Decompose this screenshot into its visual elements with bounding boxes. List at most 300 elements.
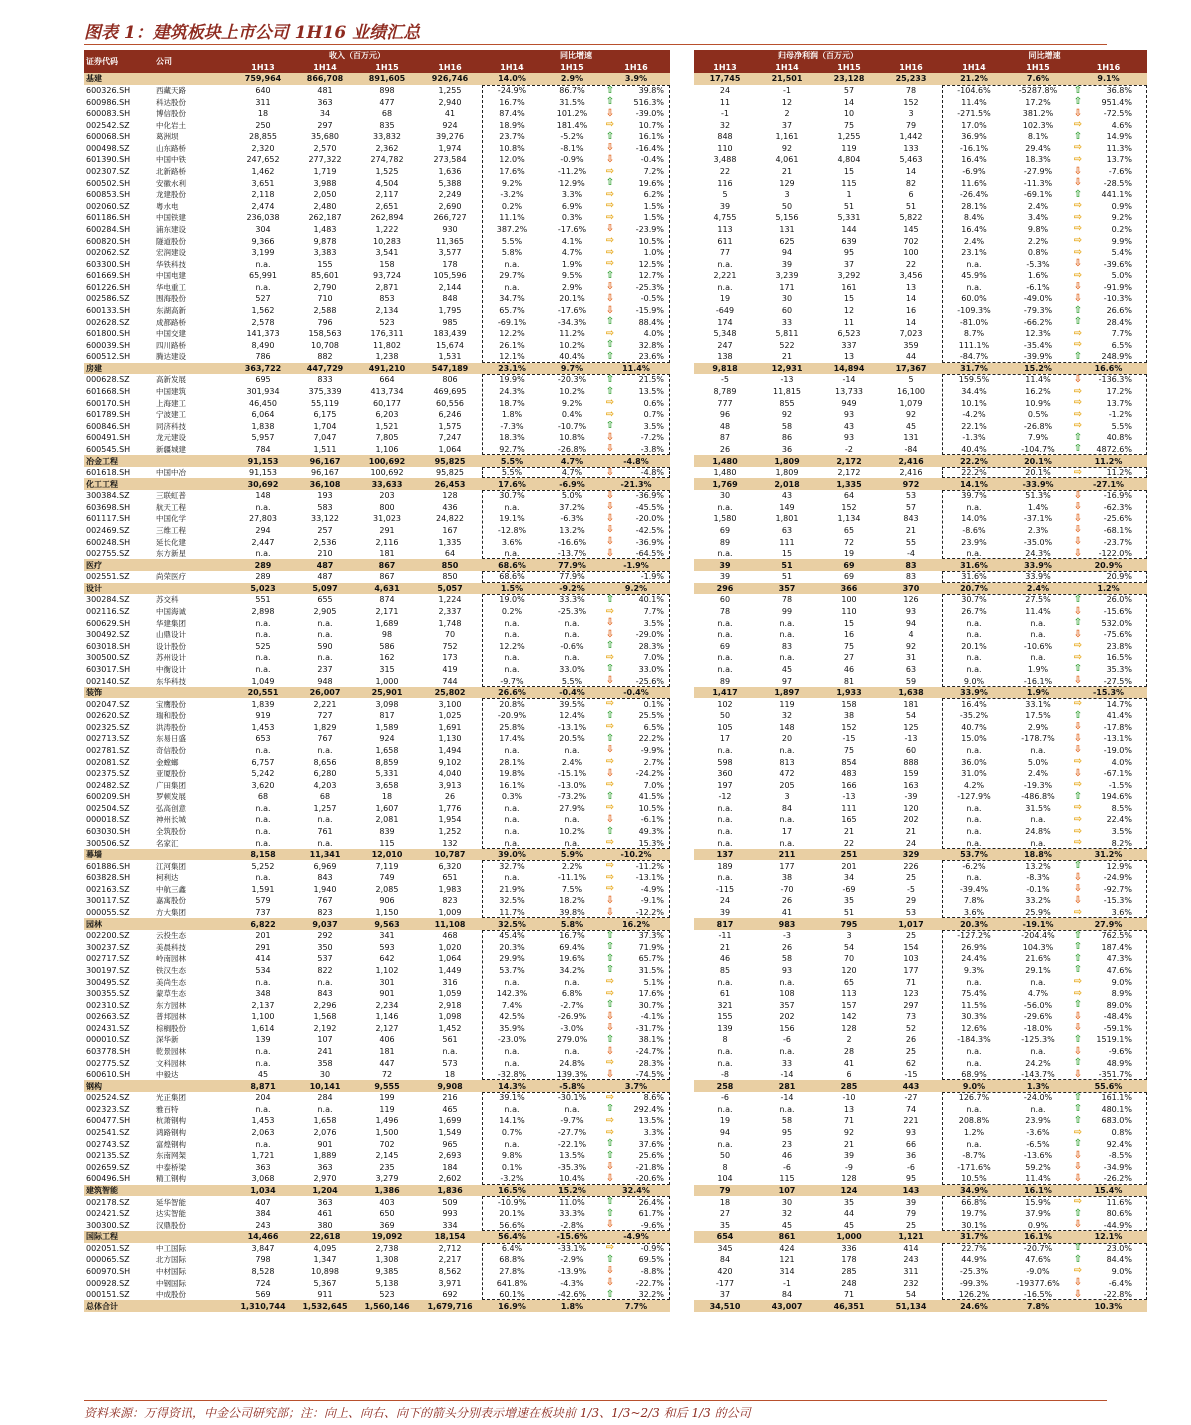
cell-profit-growth-1h16 bbox=[1070, 177, 1147, 189]
cell-profit-1h16: 51 bbox=[905, 201, 917, 211]
cell-profit-1h15: 70 bbox=[843, 954, 855, 964]
cell-profit-growth-1h15: 20.1% bbox=[1025, 468, 1051, 478]
growth-value: 13.5% bbox=[638, 1116, 664, 1126]
cell-profit-1h14: n.a. bbox=[779, 838, 795, 848]
cell-profit-1h13: 37 bbox=[719, 1290, 731, 1300]
cell-rev-1h16: 184 bbox=[442, 1162, 458, 1172]
cell-profit-growth-1h14: 66.8% bbox=[961, 1197, 987, 1207]
cell-profit-growth-1h15: -27.9% bbox=[1023, 167, 1053, 177]
cell-code: 300384.SZ bbox=[86, 491, 130, 501]
cell-rev-1h15: 1,689 bbox=[375, 618, 399, 628]
cell-profit-1h13: n.a. bbox=[717, 259, 733, 269]
cell-rev-1h13: n.a. bbox=[255, 282, 271, 292]
cell-rev-growth-1h16 bbox=[602, 1011, 670, 1023]
cell-rev-1h16: 39,276 bbox=[436, 132, 464, 142]
right-arrow-icon: ⇨ bbox=[605, 119, 615, 131]
cell-profit-growth-1h16 bbox=[1070, 617, 1147, 629]
cell-rev-1h13: 28,855 bbox=[249, 132, 277, 142]
cell-profit-1h14: 281 bbox=[756, 1080, 818, 1092]
cell-profit-growth-1h15: 59.2% bbox=[1025, 1162, 1051, 1172]
cell-rev-1h14: 292 bbox=[317, 931, 333, 941]
cell-rev-growth-1h16 bbox=[602, 803, 670, 815]
cell-rev-1h13: 551 bbox=[255, 595, 271, 605]
cell-profit-1h15: 795 bbox=[818, 918, 880, 930]
cell-rev-1h15: 867 bbox=[356, 559, 418, 571]
cell-rev-1h15: 664 bbox=[379, 375, 395, 385]
right-arrow-icon: ⇨ bbox=[605, 652, 615, 663]
cell-profit-growth-1h14: -84.7% bbox=[959, 352, 989, 362]
cell-profit-growth-1h15: 24.2% bbox=[1025, 1058, 1051, 1068]
cell-rev-growth-1h15: 37.2% bbox=[559, 502, 585, 512]
right-arrow-icon: ⇨ bbox=[1073, 142, 1083, 154]
cell-rev-1h16: 1,691 bbox=[438, 722, 462, 732]
right-arrow-icon: ⇨ bbox=[1073, 420, 1083, 432]
cell-rev-1h15: 9,385 bbox=[375, 1266, 399, 1276]
cell-rev-1h14: 210 bbox=[317, 549, 333, 559]
cell-profit-growth-1h14: -25.3% bbox=[959, 1266, 989, 1276]
cell-profit-1h16: -27 bbox=[904, 1093, 918, 1103]
cell-profit-growth-1h15: -56.0% bbox=[1023, 1000, 1053, 1010]
cell-profit-1h15: 37 bbox=[843, 259, 855, 269]
down-arrow-icon: ⇩ bbox=[605, 1045, 615, 1057]
cell-rev-growth-1h15: 5.5% bbox=[561, 676, 583, 686]
cell-profit-1h13: 1,417 bbox=[694, 687, 756, 699]
table-row bbox=[84, 895, 1147, 907]
cell-rev-growth-1h15: 1.8% bbox=[542, 1300, 602, 1312]
cell-profit-growth-1h14: n.a. bbox=[966, 664, 982, 674]
cell-profit-1h15: 13 bbox=[843, 352, 855, 362]
cell-profit-1h13: 1,580 bbox=[713, 514, 737, 524]
cell-rev-1h13: 2,898 bbox=[251, 607, 275, 617]
cell-profit-1h16: 232 bbox=[903, 1278, 919, 1288]
cell-rev-1h14: 843 bbox=[317, 989, 333, 999]
table-row bbox=[84, 814, 1147, 826]
cell-profit-growth-1h15: 47.6% bbox=[1025, 1255, 1051, 1265]
cell-rev-1h14: 767 bbox=[317, 734, 333, 744]
cell-rev-1h15: 5,138 bbox=[375, 1278, 399, 1288]
cell-profit-growth-1h14: 159.5% bbox=[958, 375, 990, 385]
cell-profit-1h14: 17 bbox=[781, 827, 793, 837]
up-arrow-icon: ⇧ bbox=[1073, 84, 1083, 96]
cell-profit-growth-1h16: 1.2% bbox=[1070, 583, 1147, 595]
cell-rev-1h15: 1,589 bbox=[375, 722, 399, 732]
cell-rev-1h13: 6,757 bbox=[251, 757, 275, 767]
cell-rev-1h16: 848 bbox=[442, 294, 458, 304]
cell-rev-growth-1h16: 3.7% bbox=[602, 1080, 670, 1092]
down-arrow-icon: ⇩ bbox=[1073, 1161, 1083, 1173]
cell-profit-growth-1h16 bbox=[1070, 722, 1147, 734]
growth-value: 12.5% bbox=[638, 259, 664, 269]
cell-profit-1h15: 44 bbox=[843, 1209, 855, 1219]
cell-profit-growth-1h16 bbox=[1070, 1277, 1147, 1289]
cell-profit-1h16: 21 bbox=[905, 827, 917, 837]
cell-rev-1h13: 5,242 bbox=[251, 769, 275, 779]
cell-profit-1h13: 17 bbox=[719, 734, 731, 744]
cell-profit-1h13: -177 bbox=[715, 1278, 735, 1288]
growth-value: -24.7% bbox=[635, 1047, 664, 1056]
cell-rev-1h15: 593 bbox=[379, 942, 395, 952]
growth-value: 7.0% bbox=[643, 653, 664, 663]
cell-profit-1h13: 24 bbox=[719, 896, 731, 906]
cell-profit-1h15: 51 bbox=[843, 201, 855, 211]
growth-value: 20.9% bbox=[1106, 572, 1132, 582]
cell-profit-1h14: 86 bbox=[781, 433, 793, 443]
growth-value: 9.0% bbox=[1111, 977, 1132, 987]
cell-rev-growth-1h16 bbox=[602, 698, 670, 710]
cell-rev-1h13: 695 bbox=[255, 375, 271, 385]
cell-profit-1h14: 51 bbox=[781, 572, 793, 582]
cell-profit-growth-1h14: 16.4% bbox=[961, 224, 987, 234]
cell-rev-1h13: 363 bbox=[255, 1162, 271, 1172]
cell-profit-1h13: 4,755 bbox=[713, 213, 737, 223]
growth-value: -21.8% bbox=[635, 1162, 664, 1172]
cell-rev-growth-1h15: 20.1% bbox=[559, 294, 585, 304]
table-row bbox=[84, 942, 1147, 954]
cell-rev-growth-1h15: 5.8% bbox=[542, 918, 602, 930]
cell-rev-growth-1h16 bbox=[602, 999, 670, 1011]
cell-profit-growth-1h15: 11.4% bbox=[1025, 607, 1051, 617]
cell-company: 博信股份 bbox=[156, 109, 186, 119]
cell-rev-growth-1h15: n.a. bbox=[564, 1104, 580, 1114]
cell-rev-growth-1h14: 20.3% bbox=[499, 942, 525, 952]
cell-profit-growth-1h14: -109.3% bbox=[957, 306, 991, 315]
cell-rev-1h13: 798 bbox=[255, 1255, 271, 1265]
cell-profit-growth-1h16: -15.3% bbox=[1070, 687, 1147, 699]
cell-profit-growth-1h15: n.a. bbox=[1030, 977, 1046, 987]
right-arrow-icon: ⇨ bbox=[1073, 976, 1083, 988]
cell-rev-growth-1h16 bbox=[602, 664, 670, 676]
cell-rev-1h14: n.a. bbox=[317, 838, 333, 848]
cell-rev-1h16: 1,836 bbox=[418, 1185, 482, 1197]
cell-company: 粤水电 bbox=[156, 201, 179, 211]
cell-rev-growth-1h15: -13.7% bbox=[557, 549, 587, 559]
table-row bbox=[84, 698, 1147, 710]
cell-profit-growth-1h14: n.a. bbox=[966, 745, 982, 755]
growth-value: 17.6% bbox=[638, 989, 664, 999]
cell-rev-growth-1h16 bbox=[602, 502, 670, 514]
header-company: 公司 bbox=[154, 50, 232, 73]
cell-rev-growth-1h14: 20.8% bbox=[499, 699, 525, 709]
cell-code: 002713.SZ bbox=[86, 734, 130, 744]
cell-profit-1h14: 171 bbox=[779, 282, 795, 292]
right-arrow-icon: ⇨ bbox=[1073, 756, 1083, 768]
cell-profit-growth-1h16: 20.9% bbox=[1070, 559, 1147, 571]
table-row bbox=[84, 96, 1147, 108]
cell-code: 002135.SZ bbox=[86, 1151, 130, 1161]
growth-value: 25.6% bbox=[638, 1151, 664, 1161]
cell-rev-1h14: 655 bbox=[317, 595, 333, 605]
cell-rev-growth-1h14: 17.6% bbox=[499, 167, 525, 177]
cell-rev-1h15: 891,605 bbox=[356, 73, 418, 85]
cell-profit-1h13: 155 bbox=[717, 1012, 733, 1022]
cell-rev-1h15: 2,234 bbox=[375, 1000, 399, 1010]
cell-profit-growth-1h16 bbox=[1070, 282, 1147, 294]
cell-profit-growth-1h14: -8.6% bbox=[962, 525, 986, 535]
cell-profit-1h16: 120 bbox=[903, 803, 919, 813]
cell-code: 603017.SH bbox=[86, 664, 131, 674]
cell-rev-1h16: 1,224 bbox=[438, 595, 462, 605]
cell-rev-1h16: 25,802 bbox=[418, 687, 482, 699]
cell-rev-growth-1h15: 0.4% bbox=[561, 410, 583, 420]
cell-profit-growth-1h16 bbox=[1070, 652, 1147, 664]
down-arrow-icon: ⇩ bbox=[1073, 1173, 1083, 1184]
table-row bbox=[84, 189, 1147, 201]
cell-rev-1h14: 1,658 bbox=[313, 1116, 337, 1126]
down-arrow-icon: ⇩ bbox=[1073, 628, 1083, 640]
cell-profit-1h13: 50 bbox=[719, 711, 731, 721]
cell-profit-growth-1h15: -49.0% bbox=[1023, 294, 1053, 304]
cell-code: 600068.SH bbox=[86, 132, 131, 142]
cell-profit-1h15: 10 bbox=[843, 109, 855, 119]
cell-profit-1h13: n.a. bbox=[717, 815, 733, 825]
cell-rev-growth-1h16 bbox=[602, 965, 670, 977]
cell-rev-growth-1h15: 10.2% bbox=[559, 340, 585, 350]
cell-profit-growth-1h15: -16.5% bbox=[1023, 1290, 1053, 1300]
growth-value: 3.6% bbox=[1111, 908, 1132, 918]
cell-profit-growth-1h16 bbox=[1070, 386, 1147, 398]
cell-rev-1h16: 547,189 bbox=[418, 363, 482, 375]
cell-rev-1h13: 3,199 bbox=[251, 248, 275, 258]
cell-rev-1h14: 4,203 bbox=[313, 780, 337, 790]
cell-profit-growth-1h15: 8.1% bbox=[1027, 132, 1049, 142]
growth-value: 32.8% bbox=[638, 340, 664, 350]
cell-profit-1h13: -5 bbox=[721, 375, 729, 385]
cell-rev-1h15: 1,607 bbox=[375, 803, 399, 813]
cell-company: 东华科技 bbox=[156, 676, 186, 686]
cell-profit-1h14: 111 bbox=[779, 537, 795, 547]
right-arrow-icon: ⇨ bbox=[1073, 397, 1083, 409]
cell-profit-1h14: 202 bbox=[779, 1012, 795, 1022]
up-arrow-icon: ⇧ bbox=[1073, 131, 1083, 142]
growth-value: -36.9% bbox=[635, 537, 664, 547]
cell-profit-growth-1h15: -79.3% bbox=[1023, 306, 1053, 315]
down-arrow-icon: ⇩ bbox=[605, 443, 615, 455]
cell-rev-growth-1h14: n.a. bbox=[504, 827, 520, 837]
cell-rev-growth-1h16 bbox=[602, 1196, 670, 1208]
cell-rev-1h16: 3,577 bbox=[438, 248, 462, 258]
cell-profit-growth-1h14: 30.7% bbox=[961, 595, 987, 605]
cell-profit-1h13: 102 bbox=[717, 699, 733, 709]
cell-rev-1h13: 6,064 bbox=[251, 410, 275, 420]
table-row bbox=[84, 235, 1147, 247]
right-arrow-icon: ⇨ bbox=[605, 408, 615, 420]
table-row bbox=[84, 860, 1147, 872]
up-arrow-icon: ⇧ bbox=[1073, 1103, 1083, 1115]
sector-name: 房建 bbox=[84, 363, 232, 375]
cell-rev-1h15: 100,692 bbox=[356, 455, 418, 467]
up-arrow-icon: ⇧ bbox=[1073, 1242, 1083, 1254]
cell-rev-1h13: 8,158 bbox=[232, 849, 294, 861]
table-row bbox=[84, 1289, 1147, 1301]
growth-value: 6.5% bbox=[643, 722, 664, 732]
cell-profit-1h13: 19 bbox=[719, 294, 731, 304]
right-arrow-icon: ⇨ bbox=[1073, 385, 1083, 397]
cell-rev-growth-1h15: -35.3% bbox=[557, 1162, 587, 1172]
down-arrow-icon: ⇩ bbox=[605, 293, 615, 304]
cell-rev-1h16: 2,918 bbox=[438, 1000, 462, 1010]
cell-rev-1h14: 380 bbox=[317, 1220, 333, 1230]
cell-rev-1h16: 1,679,716 bbox=[418, 1300, 482, 1312]
cell-rev-growth-1h15: -8.1% bbox=[560, 143, 584, 153]
cell-company: 同济科技 bbox=[156, 421, 186, 431]
cell-profit-1h14: 23 bbox=[781, 1139, 793, 1149]
cell-profit-1h13: 848 bbox=[717, 132, 733, 142]
cell-profit-growth-1h14: 23.9% bbox=[961, 537, 987, 547]
cell-profit-1h16: -15 bbox=[904, 1070, 918, 1080]
table-row bbox=[84, 1277, 1147, 1289]
cell-rev-1h14: 10,708 bbox=[311, 340, 339, 350]
growth-value: 187.4% bbox=[1101, 942, 1132, 952]
cell-rev-growth-1h14: n.a. bbox=[504, 815, 520, 825]
growth-value: 1.5% bbox=[643, 201, 664, 211]
source-note: 资料来源：万得资讯，中金公司研究部；注：向上、向右、向下的箭头分别表示增速在板块前 1/3、1/3~2/3 和后 1/3 的公司 bbox=[84, 1406, 751, 1420]
down-arrow-icon: ⇩ bbox=[1073, 107, 1083, 119]
cell-rev-1h13: 1,049 bbox=[251, 676, 275, 686]
cell-profit-1h15: -69 bbox=[842, 884, 856, 894]
cell-rev-growth-1h14: 0.2% bbox=[501, 607, 523, 617]
cell-rev-1h14: 796 bbox=[317, 317, 333, 327]
cell-profit-growth-1h15: 0.5% bbox=[1027, 410, 1049, 420]
cell-company: 中国建筑 bbox=[156, 387, 186, 397]
cell-profit-1h14: 522 bbox=[779, 340, 795, 350]
cell-rev-1h14: 843 bbox=[317, 873, 333, 883]
up-arrow-icon: ⇧ bbox=[1073, 791, 1083, 802]
cell-rev-1h15: 181 bbox=[379, 1047, 395, 1056]
cell-profit-1h16: 297 bbox=[903, 1000, 919, 1010]
cell-profit-1h14: 1,897 bbox=[756, 687, 818, 699]
growth-value: -12.2% bbox=[635, 908, 664, 918]
cell-rev-1h16: 18 bbox=[444, 1070, 456, 1080]
cell-rev-1h13: n.a. bbox=[255, 815, 271, 825]
cell-profit-1h14: 33 bbox=[781, 1058, 793, 1068]
cell-rev-growth-1h14: 12.2% bbox=[499, 329, 525, 339]
cell-code: 300355.SZ bbox=[86, 989, 130, 999]
growth-value: -3.8% bbox=[640, 444, 664, 454]
cell-profit-growth-1h14: 53.7% bbox=[942, 849, 1006, 861]
up-arrow-icon: ⇧ bbox=[605, 964, 615, 976]
cell-rev-growth-1h15: n.a. bbox=[564, 630, 580, 640]
cell-profit-growth-1h16 bbox=[1070, 1023, 1147, 1035]
cell-company: 隧道股份 bbox=[156, 236, 186, 246]
cell-rev-growth-1h14: 387.2% bbox=[496, 224, 528, 234]
cell-profit-growth-1h15: 0.9% bbox=[1027, 1220, 1049, 1230]
cell-profit-1h16: 133 bbox=[903, 143, 919, 153]
cell-rev-1h16: 1,575 bbox=[438, 421, 462, 431]
table-row bbox=[84, 490, 1147, 502]
cell-company: 乾景园林 bbox=[156, 1047, 186, 1056]
cell-rev-growth-1h14: 28.1% bbox=[499, 757, 525, 767]
cell-rev-1h15: 9,563 bbox=[356, 918, 418, 930]
cell-rev-growth-1h16 bbox=[602, 432, 670, 444]
cell-profit-1h13: 611 bbox=[717, 236, 733, 246]
cell-profit-1h14: 58 bbox=[781, 954, 793, 964]
growth-value: -11.2% bbox=[635, 861, 664, 871]
growth-value: 480.1% bbox=[1101, 1104, 1132, 1114]
table-row bbox=[84, 791, 1147, 803]
cell-profit-growth-1h15: 104.3% bbox=[1022, 942, 1054, 952]
cell-rev-1h14: 911 bbox=[317, 1290, 333, 1300]
cell-rev-growth-1h14: 32.7% bbox=[499, 861, 525, 871]
cell-profit-1h16: 83 bbox=[880, 559, 942, 571]
table-row bbox=[84, 108, 1147, 120]
cell-rev-growth-1h14: n.a. bbox=[504, 549, 520, 559]
cell-profit-1h15: 1,335 bbox=[818, 478, 880, 490]
cell-rev-growth-1h16 bbox=[602, 143, 670, 155]
sector-row bbox=[84, 73, 1147, 85]
cell-rev-growth-1h14: 21.9% bbox=[499, 884, 525, 894]
cell-profit-1h13: 110 bbox=[717, 143, 733, 153]
cell-profit-growth-1h15: 7.6% bbox=[1006, 73, 1070, 85]
cell-profit-1h15: 75 bbox=[843, 120, 855, 130]
cell-rev-growth-1h16: 9.2% bbox=[602, 583, 670, 595]
cell-rev-growth-1h15: 0.3% bbox=[561, 213, 583, 223]
cell-rev-growth-1h14: 29.9% bbox=[499, 954, 525, 964]
growth-value: 10.7% bbox=[638, 120, 664, 130]
cell-rev-growth-1h15: 3.3% bbox=[561, 190, 583, 200]
cell-company: 苏州设计 bbox=[156, 653, 186, 663]
cell-profit-1h15: 483 bbox=[841, 769, 857, 779]
header-growth-year: 1H14 bbox=[482, 62, 542, 74]
cell-rev-1h13: 18 bbox=[257, 109, 269, 119]
up-arrow-icon: ⇧ bbox=[1073, 1057, 1083, 1069]
right-arrow-icon: ⇨ bbox=[605, 987, 615, 999]
cell-rev-growth-1h15: 5.9% bbox=[542, 849, 602, 861]
table-row bbox=[84, 143, 1147, 155]
cell-profit-1h15: 41 bbox=[843, 1058, 855, 1068]
growth-value: 194.6% bbox=[1101, 792, 1132, 802]
table-row bbox=[84, 1208, 1147, 1220]
down-arrow-icon: ⇩ bbox=[605, 466, 615, 478]
down-arrow-icon: ⇩ bbox=[605, 107, 615, 119]
cell-profit-1h16: 17,367 bbox=[880, 363, 942, 375]
cell-company: 蒙草生态 bbox=[156, 989, 186, 999]
cell-rev-1h16: 1,064 bbox=[438, 444, 462, 454]
cell-rev-growth-1h16: -10.2% bbox=[602, 849, 670, 861]
cell-profit-1h15: 92 bbox=[843, 1128, 855, 1138]
cell-profit-1h14: -13 bbox=[780, 375, 794, 385]
cell-profit-growth-1h15: -178.7% bbox=[1021, 734, 1055, 744]
cell-rev-1h13: 1,034 bbox=[232, 1185, 294, 1197]
cell-profit-growth-1h14: -4.2% bbox=[962, 410, 986, 420]
cell-rev-1h16: 924 bbox=[442, 120, 458, 130]
cell-rev-1h14: 10,898 bbox=[311, 1266, 339, 1276]
up-arrow-icon: ⇧ bbox=[605, 1288, 615, 1300]
cell-rev-1h16: 1,098 bbox=[438, 1012, 462, 1022]
cell-profit-growth-1h14: -6.2% bbox=[962, 861, 986, 871]
cell-profit-growth-1h14: 30.3% bbox=[961, 1012, 987, 1022]
cell-profit-growth-1h16 bbox=[1070, 1057, 1147, 1069]
cell-profit-1h16: 202 bbox=[903, 815, 919, 825]
cell-code: 601226.SH bbox=[86, 282, 131, 292]
cell-rev-1h16: 1,064 bbox=[438, 954, 462, 964]
cell-rev-1h13: 46,450 bbox=[249, 398, 277, 408]
growth-value: 40.8% bbox=[1106, 433, 1132, 443]
table-row bbox=[84, 328, 1147, 340]
cell-profit-growth-1h15: -35.4% bbox=[1023, 340, 1053, 350]
cell-code: 002659.SZ bbox=[86, 1162, 130, 1172]
cell-profit-growth-1h15: 11.4% bbox=[1025, 1174, 1051, 1184]
cell-profit-1h13: 39 bbox=[694, 559, 756, 571]
cell-code: 002375.SZ bbox=[86, 769, 130, 779]
growth-value: -20.6% bbox=[635, 1174, 664, 1184]
cell-rev-growth-1h16 bbox=[602, 791, 670, 803]
cell-rev-1h15: 2,085 bbox=[375, 884, 399, 894]
cell-code: 000498.SZ bbox=[86, 143, 130, 153]
cell-rev-1h15: 203 bbox=[379, 491, 395, 501]
cell-profit-1h13: 96 bbox=[719, 410, 731, 420]
growth-value: 12.9% bbox=[1106, 861, 1132, 871]
cell-company: 龙元建设 bbox=[156, 433, 186, 443]
